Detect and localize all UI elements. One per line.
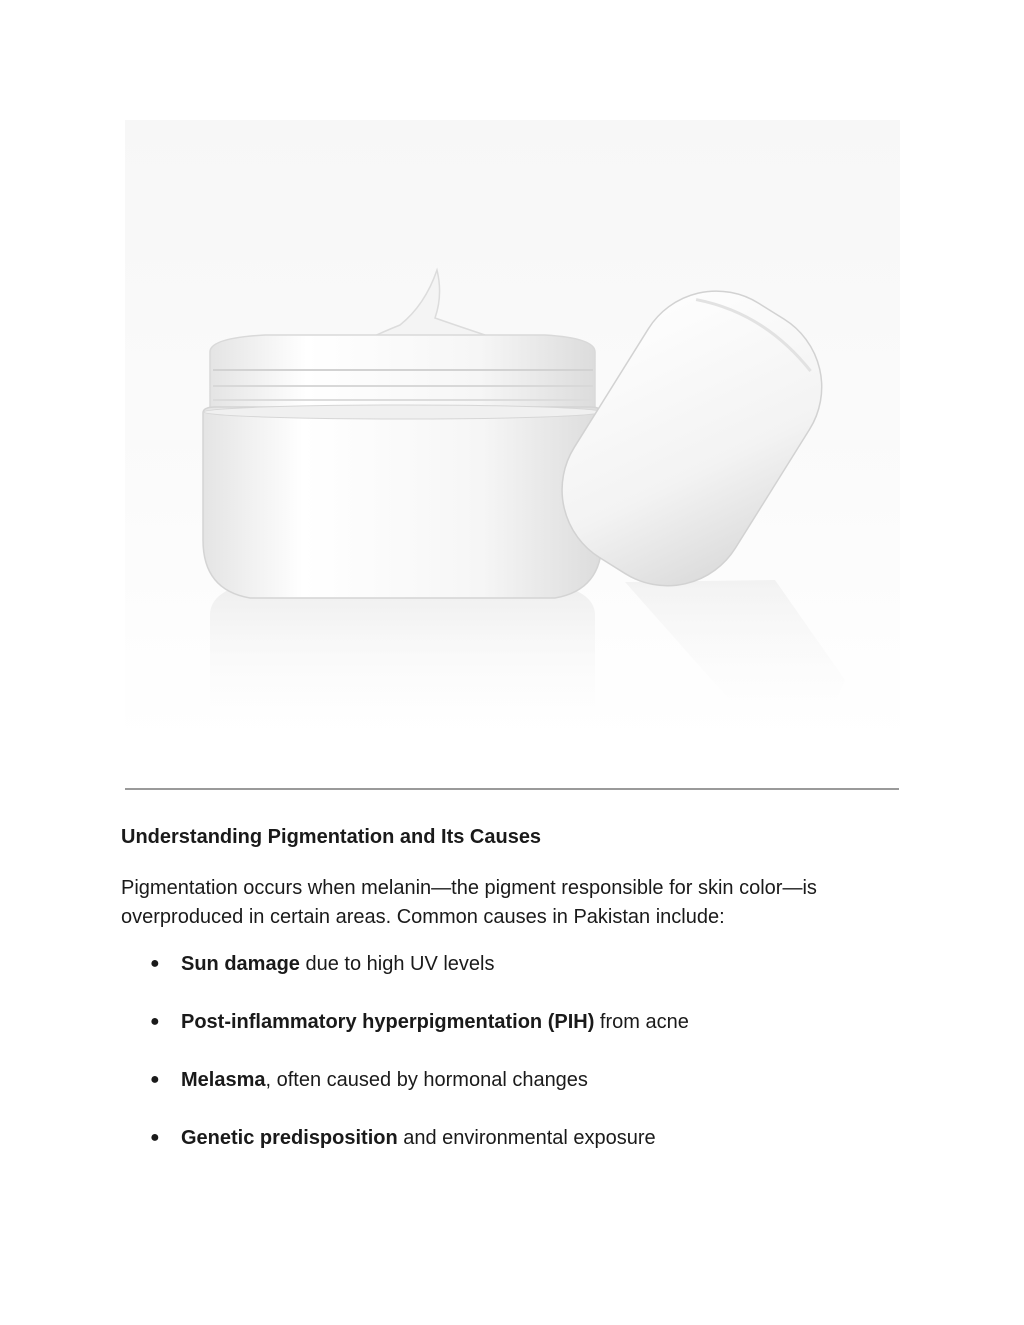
bullet-text: due to high UV levels (299, 953, 495, 975)
bullet-icon: ● (150, 1013, 160, 1030)
list-item (150, 1126, 689, 1150)
bullet-text: from acne (594, 1011, 689, 1033)
section-heading: Understanding Pigmentation and Its Causes (121, 826, 542, 848)
list-item (150, 1068, 689, 1092)
cream-jar-icon (125, 120, 900, 745)
bullet-icon: ● (150, 1129, 160, 1146)
bullet-strong: Melasma (181, 1069, 266, 1091)
causes-list (150, 952, 689, 1184)
bullet-text: and environmental exposure (397, 1127, 656, 1149)
bullet-icon: ● (150, 1071, 160, 1088)
bullet-text: , often caused by hormonal changes (265, 1069, 588, 1091)
bullet-strong: Sun damage (181, 953, 300, 975)
list-item (150, 952, 689, 976)
bullet-strong: Genetic predisposition (181, 1127, 398, 1149)
cream-jar-image (125, 120, 900, 745)
intro-paragraph: Pigmentation occurs when melanin—the pigment responsible for skin color—is overproduced in certain areas. Common causes in Pakistan include: (121, 877, 817, 928)
list-item (150, 1010, 689, 1034)
bullet-strong: Post-inflammatory hyperpigmentation (PIH) (181, 1011, 595, 1033)
horizontal-divider (125, 788, 899, 790)
bullet-icon: ● (150, 955, 160, 972)
